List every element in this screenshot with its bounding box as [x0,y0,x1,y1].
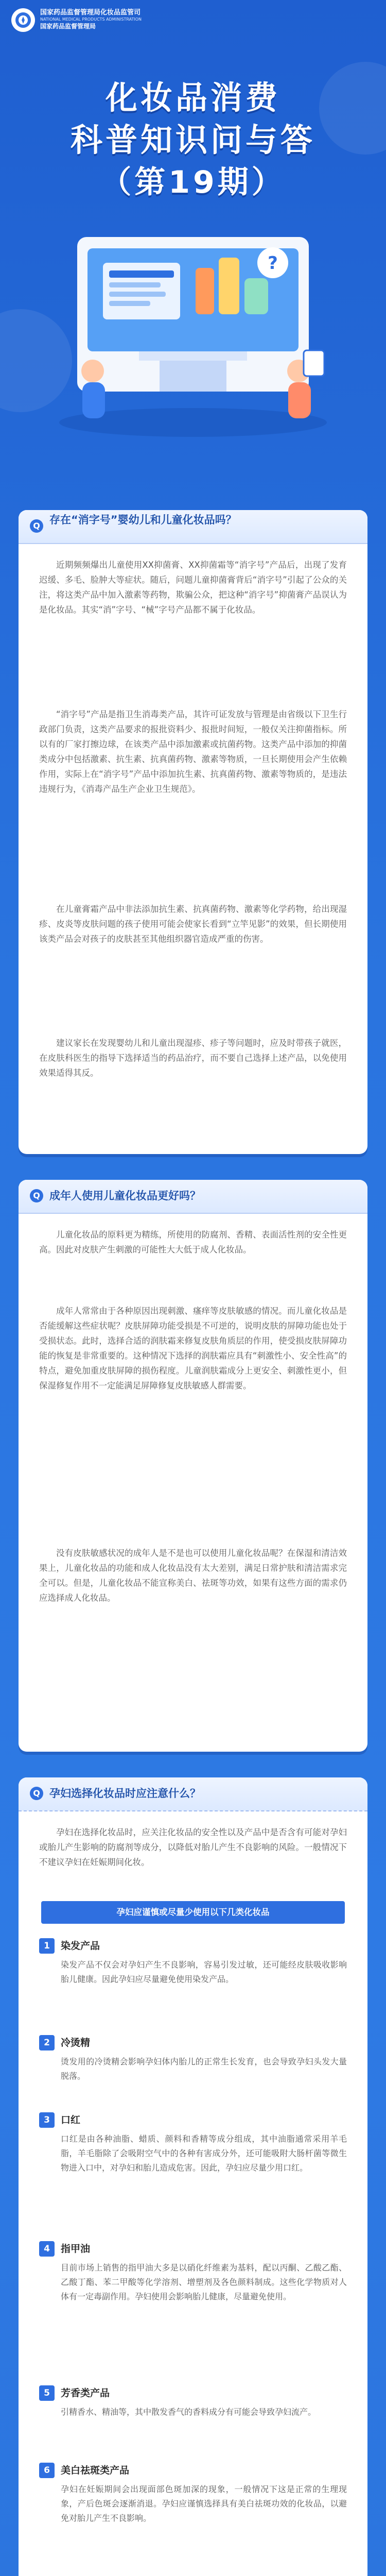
item-number: 6 [39,2463,55,2478]
question-badge: Q [30,519,43,533]
org-logo-row [11,8,142,32]
item-text: 口红是由各种油脂、蜡质、颜料和香精等成分组成，其中油脂通常采用羊毛脂，羊毛脂除了会吸附空气中的各种有害成分外，还可能吸附大肠杆菌等微生物进入口中，对孕妇和胎儿造成危害。因此，孕妇应尽量少用口红。 [61,2134,347,2173]
header [0,0,386,515]
item-text: 烫发用的冷烫精会影响孕妇体内胎儿的正常生长发育，也会导致孕妇头发大量脱落。 [61,2057,347,2081]
item-number: 1 [39,1938,55,1954]
answer-paragraph: “消字号”产品是指卫生消毒类产品，其许可证发放与管理是由省级以下卫生行政部门负责，这类产品要求的报批资料少、报批时间短，一般仅关注抑菌指标。所以有的厂家打擦边球，在该类产品中添加激素或抗菌药物。这类产品中添加的抑菌类成分中包括激素、抗生素、抗真菌药物、激素等物质，一旦长期使用会产生依赖作用，实际上在“消字号”产品中添加抗生素、抗真菌药物、激素等物质的，是违法违规行为，《消毒产品生产企业卫生规范》。 [39,709,347,794]
answer-paragraph: 孕妇在选择化妆品时，应关注化妆品的安全性以及产品中是否含有可能对孕妇或胎儿产生影响的防腐剂等成分，以降低对胎儿产生不良影响的风险。一般情况下不建议孕妇在妊娠期间化妆。 [39,1827,347,1867]
question-badge: Q [30,1189,43,1202]
item-text: 染发产品不仅会对孕妇产生不良影响，容易引发过敏，还可能经皮肤吸收影响胎儿健康。因此孕妇应尽量避免使用染发产品。 [61,1960,347,1984]
hero-illustration [46,216,340,438]
question-card-2 [19,1180,367,1752]
question-header [19,510,367,544]
page-title-line1: 化妆品消费 [105,79,280,116]
question-badge: Q [30,1787,43,1800]
item-title: 染发产品 [61,1940,100,1952]
question-header [19,1777,367,1811]
question-card-3 [19,1777,367,2576]
item-title: 指甲油 [61,2243,91,2255]
item-number: 3 [39,2112,55,2128]
org-sub-name: 国家药品监督管理局 [40,23,96,30]
answer-paragraph: 儿童化妆品的原料更为精练，所使用的防腐剂、香精、表面活性剂的安全性更高。因此对皮肤产生刺激的可能性大大低于成人化妆品。 [39,1230,347,1255]
answer-paragraph: 在儿童膏霜产品中非法添加抗生素、抗真菌药物、激素等化学药物，给出现湿疹、皮炎等皮肤问题的孩子使用可能会使家长看到“立竿见影”的效果，但长期使用该类产品会对孩子的皮肤甚至其他组织器官造成严重的伤害。 [39,904,347,944]
item-title: 美白祛斑类产品 [61,2465,130,2476]
answer-paragraph: 没有皮肤敏感状况的成年人是不是也可以使用儿童化妆品呢？在保湿和清洁效果上，儿童化妆品的功能和成人化妆品没有太大差别，满足日常护肤和清洁需求完全可以。但是，儿童化妆品不能宣称美白、祛斑等功效，如果有这些方面的需求仍应选择成人化妆品。 [39,1548,347,1603]
question-title: 孕妇选择化妆品时应注意什么？ [49,1787,201,1800]
item-text: 孕妇在妊娠期间会出现面部色斑加深的现象，一般情况下这是正常的生理现象，产后色斑会逐渐消退。孕妇应谨慎选择具有美白祛斑功效的化妆品，以避免对胎儿产生不良影响。 [61,2484,347,2523]
org-en-name: NATIONAL MEDICAL PRODUCTS ADMINISTRATION [40,17,142,22]
answer-paragraph: 成年人常常由于各种原因出现刺激、瘙痒等皮肤敏感的情况。而儿童化妆品是否能缓解这些症状呢？皮肤屏障功能受损是不可逆的，说明皮肤的屏障功能也处于受损状态。此时，选择合适的润肤霜来修复皮肤角质层的作用，使受损皮肤屏障功能的恢复是非常重要的。这种情况下选择的润肤霜应具有“刺激性小、安全性高”的特点，避免加重皮肤屏障的损伤程度。儿童润肤霜成分上更安全、刺激性更小，但保湿修复作用不一定能满足屏障修复皮肤敏感人群需要。 [39,1306,347,1391]
page-title-issue: （第19期） [100,164,286,200]
item-number: 4 [39,2241,55,2257]
answer-paragraph: 建议家长在发现婴幼儿和儿童出现湿疹、疹子等问题时，应及时带孩子就医，在皮肤科医生的指导下选择适当的药品治疗，而不要自己选择上述产品，以免使用效果适得其反。 [39,1038,347,1078]
item-title: 冷烫精 [61,2037,91,2048]
page-title-line2: 科普知识问与答 [70,121,315,159]
question-title: 成年人使用儿童化妆品更好吗？ [49,1190,201,1202]
question-card-1 [19,510,367,1154]
question-title: 存在“消字号”婴幼儿和儿童化妆品吗？ [49,514,237,526]
item-text: 目前市场上销售的指甲油大多是以硝化纤维素为基料，配以丙酮、乙酸乙酯、乙酸丁酯、苯二甲酸等化学溶剂、增塑剂及各色颜料制成。这些化学物质对人体有一定毒副作用。孕妇使用会影响胎儿健康，尽量避免使用。 [61,2263,347,2301]
item-title: 芳香类产品 [61,2387,110,2399]
section-banner: 孕妇应谨慎或尽量少使用以下几类化妆品 [41,1901,345,1924]
answer-paragraph: 近期频频爆出儿童使用XX抑菌膏、XX抑菌霜等“消字号”产品后，出现了发育迟缓、多毛、脸肿大等症状。随后，问题儿童抑菌膏背后“消字号”引起了公众的关注，将这类产品中加入激素等药物，欺骗公众，把这种“消字号”抑菌膏产品误认为是化妆品。其实“消”字号、“械”字号产品都不属于化妆品。 [39,560,347,615]
item-number: 5 [39,2385,55,2401]
org-name: 国家药品监督管理局化妆品监管司 [40,9,141,16]
item-number: 2 [39,2035,55,2050]
svg-text:?: ? [268,253,278,274]
question-header [19,1180,367,1214]
item-text: 引精香水、精油等，其中散发香气的香料成分有可能会导致孕妇流产。 [61,2407,317,2417]
item-title: 口红 [61,2114,81,2126]
org-logo-icon [11,8,35,32]
